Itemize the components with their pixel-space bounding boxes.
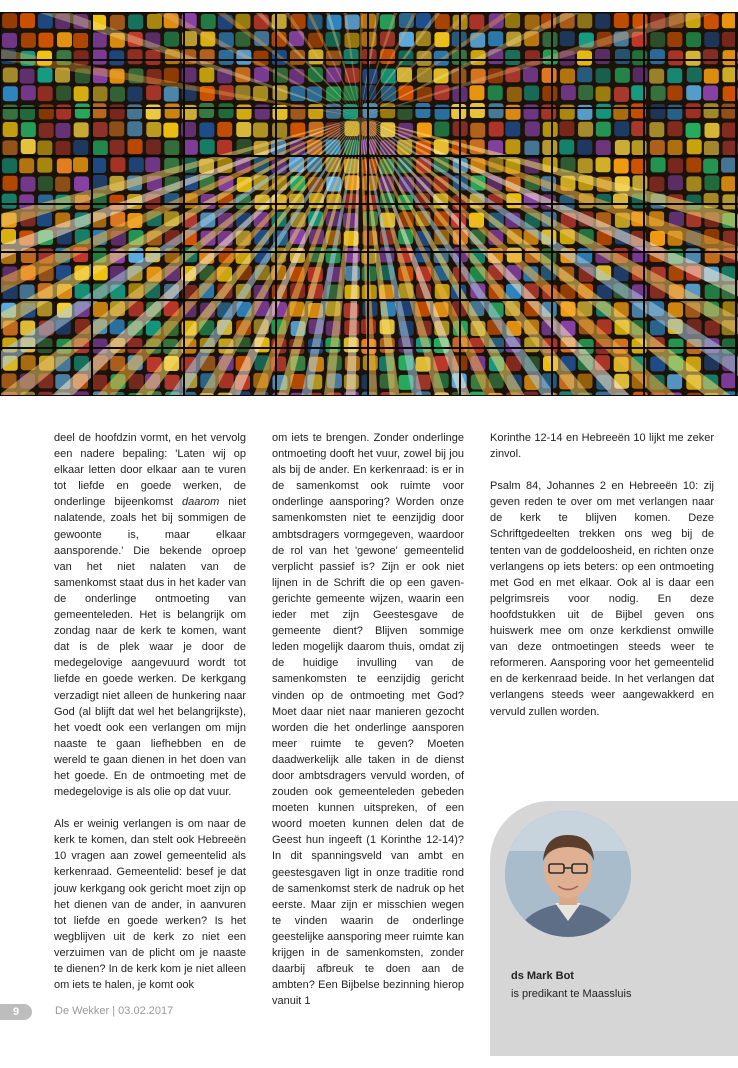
author-photo bbox=[505, 811, 631, 937]
paragraph: om iets te brengen. Zonder onderlinge ontmoeting dooft het vuur, zowel bij jou als bij de ander. En kerkenraad: is er in de samenkomst ook ruimte voor onderlinge aansporing? Worden onze samenkomsten niet te eenzijdig door ambtsdragers vormgegeven, waardoor de rol van het 'gewone' gemeentelid verplicht passief is? Zijn er ook niet lijnen in de Schrift die op een gaven-gerichte gemeente wijzen, waarin een ieder met zijn Geestesgave de gemeente dient? Blijven sommige leden mogelijk daarom thuis, omdat zij de huidige invulling van de samenkomsten te eenzijdig gericht vinden op de ontmoeting met God? Moet daar niet naar manieren gezocht worden die het onderlinge aansporen meer ruimte te geven? Moeten daadwerkelijk alle taken in de dienst door ambtsdragers vervuld worden, of zouden ook gemeenteleden gebeden moeten kunnen uitspreken, of een woord moeten kunnen delen dat de Geest hun ingeeft (1 Korinthe 12-14)? In dit spanningsveld van ambt en geestesgaven ligt in onze traditie rond de samenkomst sterk de nadruk op het eerste. Maar zijn er misschien wegen te vinden waarin de onderlinge geestelijke aansporing meer ruimte kan krijgen in de samenkomsten, zonder daarbij afbreuk te doen aan de ambten? Een Bijbelse bezinning hierop vanuit 1 bbox=[272, 432, 464, 1008]
paragraph: Als er weinig verlangen is om naar de kerk te komen, dan stelt ook Hebreeën 10 vragen aan zowel gemeentelid als kerkenraad. Gemeentelid: besef je dat jouw kerkgang ook gericht moet zijn op het dienen van de ander, in aanvuren tot liefde en goede werken? Is het wegblijven uit de kerk zo niet een verzuimen van de plicht om je naaste te dienen? In de kerk kom je niet alleen om iets te halen, je komt ook bbox=[54, 818, 246, 992]
stained-glass-image bbox=[0, 12, 738, 396]
publication-footer: De Wekker | 03.02.2017 bbox=[55, 1005, 174, 1017]
paragraph: deel de hoofdzin vormt, en het vervolg een nadere bepaling: 'Laten wij op elkaar letten door elkaar aan te vuren tot liefde en goede werken, de onderlinge bijeenkomst daarom niet nalatende, zoals het bij sommigen de gewoonte is, maar elkaar aansporende.' Die bekende oproep van het niet nalaten van de samenkomst staat dus in het kader van de onderlinge ontmoeting van gemeenteleden. Het is belangrijk om zondag naar de kerk te komen, want dat is de plek waar je door de medegelovige aangevuurd wordt tot liefde en goede werken. De kerkgang verzadigt niet alleen de hunkering naar God (al blijft dat wel het belangrijkste), het voedt ook een verlangen om mijn naaste te gaan liefhebben en de wereld te gaan dienen in het doen van het goede. En de ontmoeting met de medegelovige is als olie op dat vuur. bbox=[54, 432, 246, 799]
page-number-badge: 9 bbox=[0, 1004, 32, 1020]
paragraph: Psalm 84, Johannes 2 en Hebreeën 10: zij geven reden te over om met verlangen naar de kerk te blijven komen. Deze Schriftgedeelten trekken ons weg bij de tenten van de goddeloosheid, en richten onze verlangens op iets beters: op een ontmoeting met God en met elkaar. Ook al is daar een pelgrimsreis voor nodig. En deze hoofdstukken uit de Bijbel geven ons huiswerk mee om onze kerkdienst omwille van deze ontmoetingen steeds weer te reformeren. Aansporing voor het gemeentelid en de kerkenraad beide. In het verlangen dat verlangens steeds weer aangewakkerd en vervuld zullen worden. bbox=[490, 480, 714, 718]
article-column-2 bbox=[272, 430, 464, 1025]
article-column-1 bbox=[54, 430, 246, 1009]
paragraph: Korinthe 12-14 en Hebreeën 10 lijkt me zeker zinvol. bbox=[490, 432, 714, 461]
author-role: is predikant te Maassluis bbox=[511, 988, 632, 1000]
author-name: ds Mark Bot bbox=[511, 970, 574, 982]
article-column-3 bbox=[490, 430, 714, 736]
